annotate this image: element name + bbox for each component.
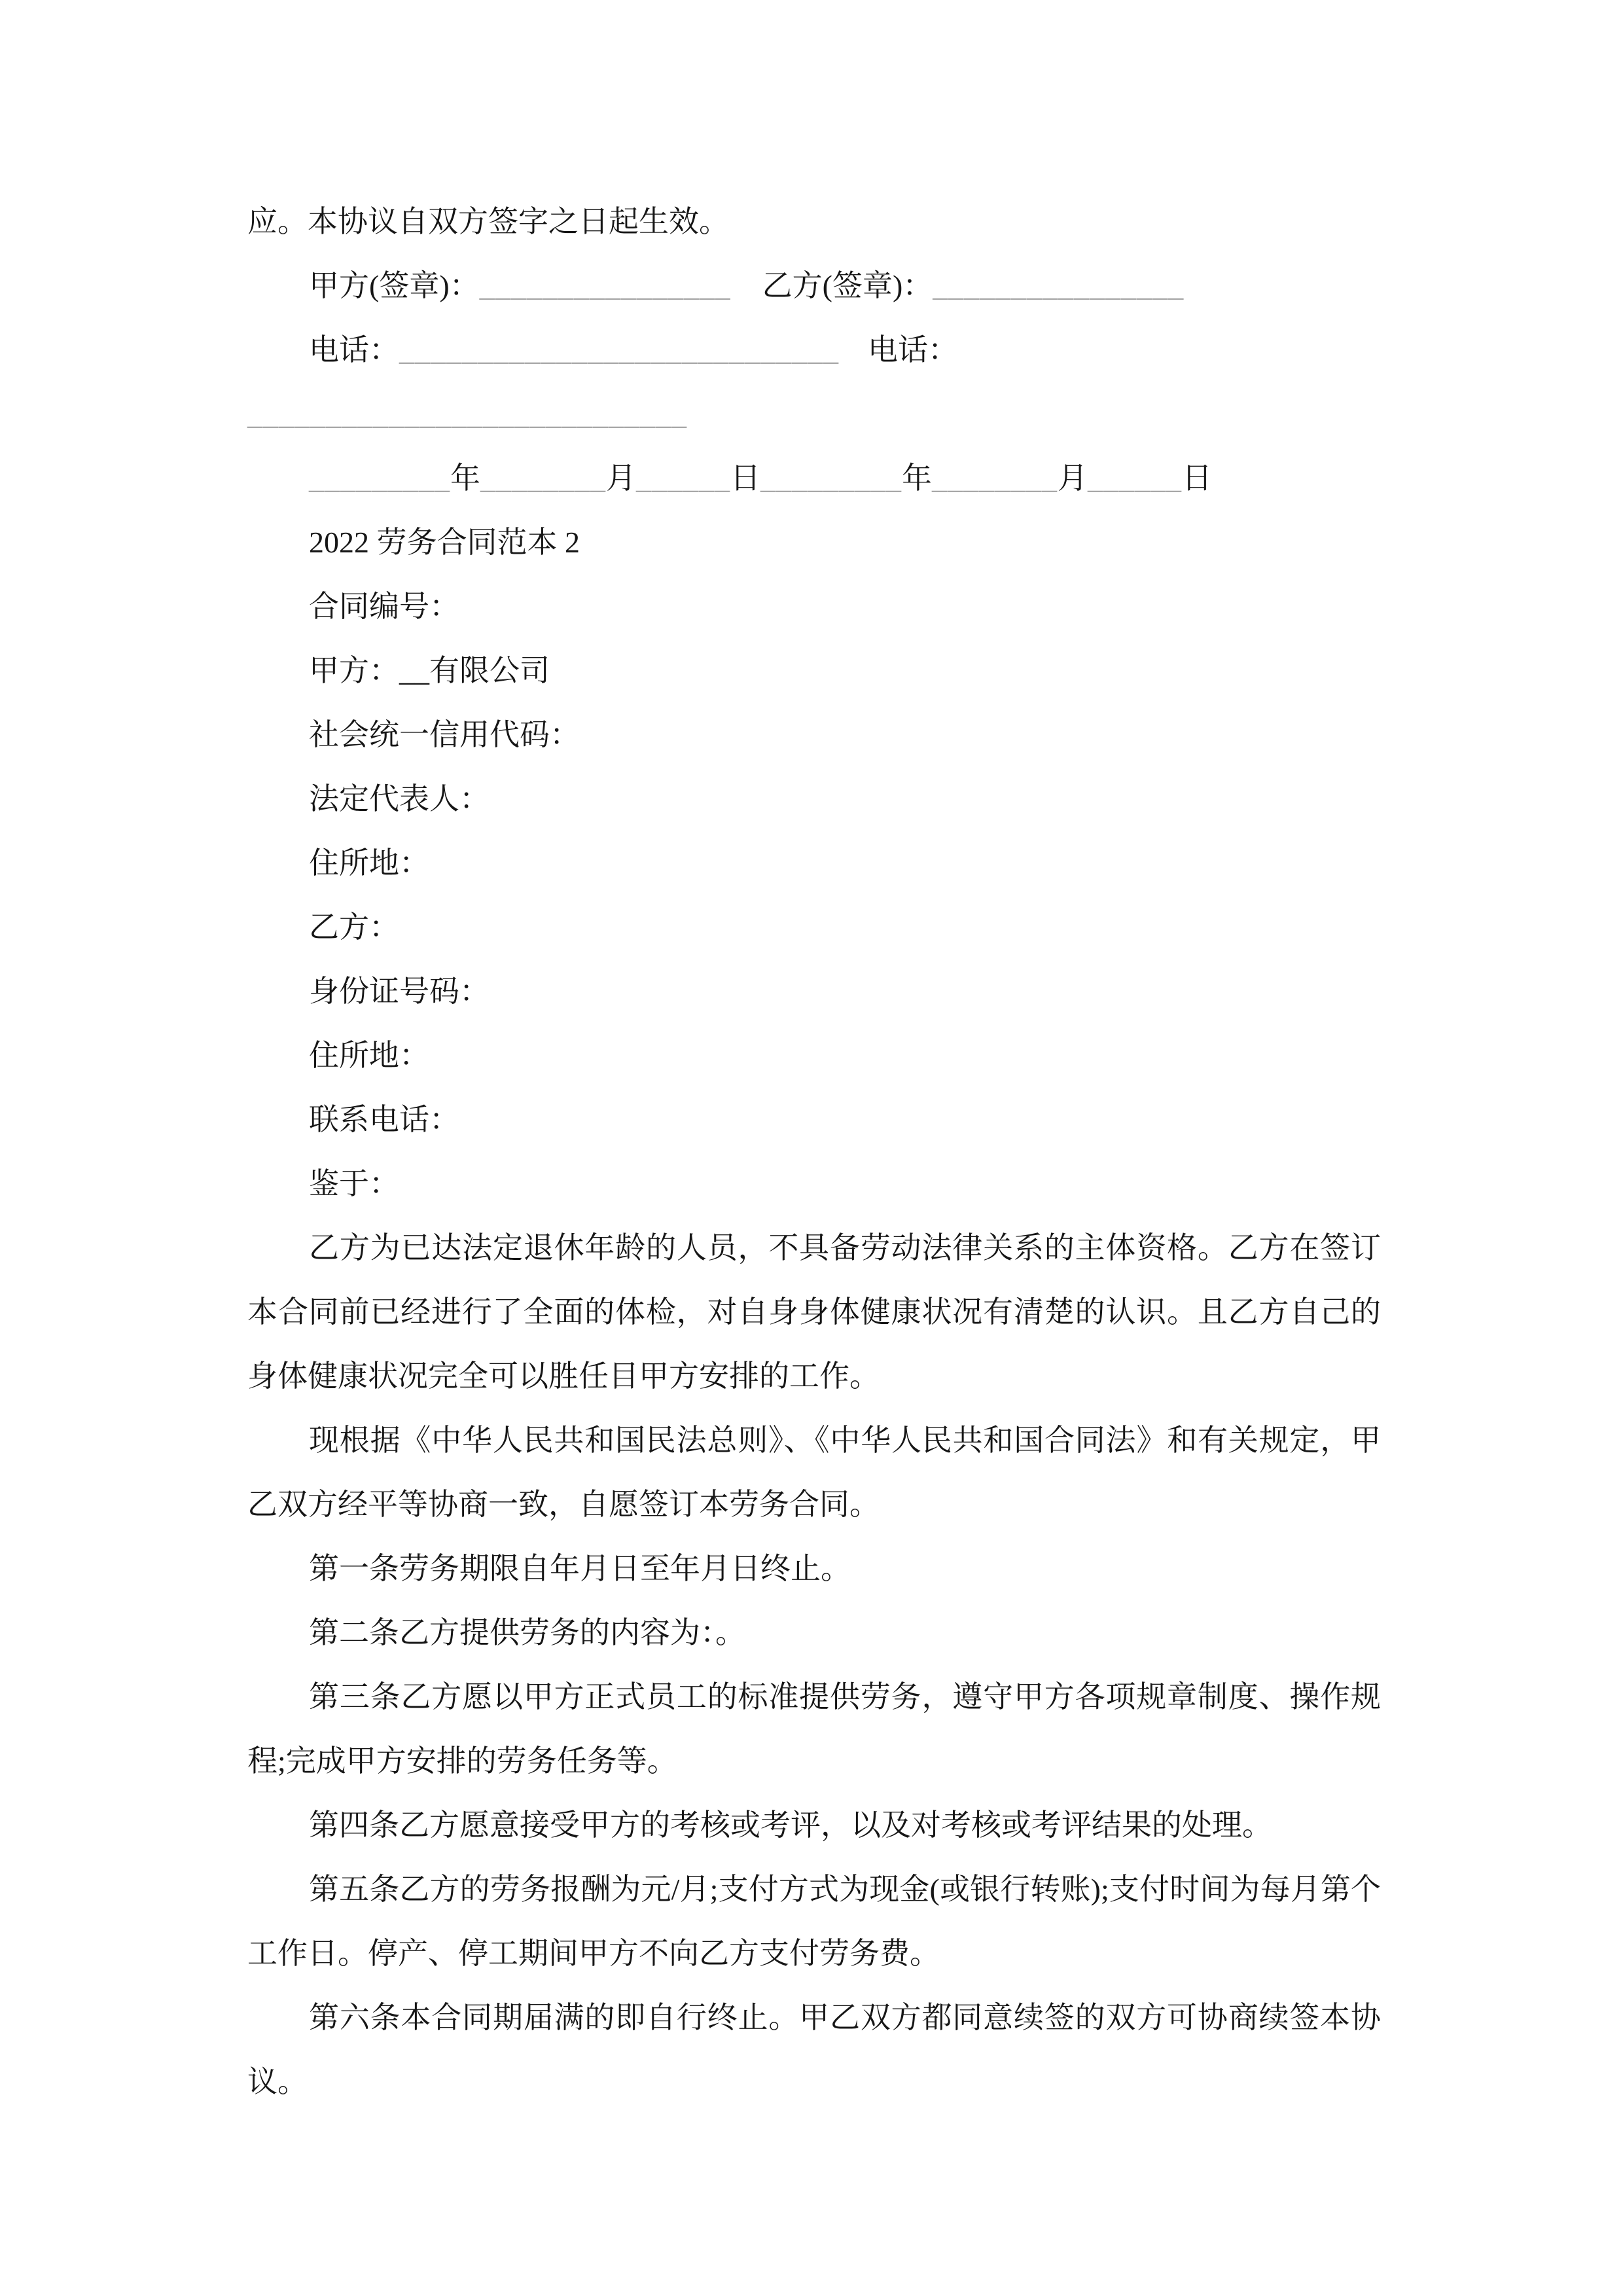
date-day-blank-b: ______ [1088, 461, 1182, 495]
date-row [247, 446, 1381, 511]
date-year-label-a: 年 [450, 461, 480, 495]
signature-row [247, 254, 1381, 318]
party-b-signature-label: 乙方(签章)： [762, 269, 933, 302]
date-month-label-b: 月 [1058, 461, 1088, 495]
party-b-phone-label: 电话： [868, 333, 958, 367]
paragraph-clause-4: 第四条乙方愿意接受甲方的考核或考评，以及对考核或考评结果的处理。 [309, 1808, 1272, 1842]
field-contract-number: 合同编号： [309, 590, 459, 623]
paragraph-clause-2: 第二条乙方提供劳务的内容为：。 [309, 1616, 745, 1649]
party-a-phone-label: 电话： [309, 333, 399, 367]
field-party-a: 甲方：__有限公司 [309, 654, 550, 687]
party-a-signature-label: 甲方(签章)： [309, 269, 480, 302]
party-b-signature-blank: ________________ [933, 269, 1185, 302]
paragraph-preamble-2: 现根据《中华人民共和国民法总则》、《中华人民共和国合同法》和有关规定，甲乙双方经平等协商一致，自愿签订本劳务合同。 [247, 1424, 1381, 1521]
party-a-signature-blank: ________________ [479, 269, 731, 302]
date-day-label-a: 日 [730, 461, 760, 495]
paragraph-continuation: 应。本协议自双方签字之日起生效。 [247, 205, 729, 238]
field-contact-phone: 联系电话： [309, 1103, 459, 1136]
field-credit-code: 社会统一信用代码： [309, 718, 580, 751]
paragraph-preamble-1: 乙方为已达法定退休年龄的人员，不具备劳动法律关系的主体资格。乙方在签订本合同前已经进行了全面的体检，对自身身体健康状况有清楚的认识。且乙方自己的身体健康状况完全可以胜任目甲方安排的工作。 [247, 1231, 1381, 1393]
party-a-phone-blank: ____________________________ [399, 333, 839, 367]
field-legal-representative: 法定代表人： [309, 782, 490, 816]
paragraph-clause-3: 第三条乙方愿以甲方正式员工的标准提供劳务，遵守甲方各项规章制度、操作规程;完成甲方安排的劳务任务等。 [247, 1680, 1381, 1778]
field-id-number: 身份证号码： [309, 975, 490, 1008]
date-day-label-b: 日 [1182, 461, 1212, 495]
field-whereas: 鉴于： [309, 1167, 399, 1200]
paragraph-clause-5: 第五条乙方的劳务报酬为元/月;支付方式为现金(或银行转账);支付时间为每月第个工作日。停产、停工期间甲方不向乙方支付劳务费。 [247, 1873, 1381, 1970]
paragraph-clause-1: 第一条劳务期限自年月日至年月日终止。 [309, 1552, 851, 1585]
field-address-a: 住所地： [309, 846, 429, 880]
paragraph-clause-6: 第六条本合同期届满的即自行终止。甲乙双方都同意续签的双方可协商续签本协议。 [247, 2001, 1381, 2098]
field-address-b: 住所地： [309, 1039, 429, 1072]
date-month-blank-a: ________ [480, 461, 606, 495]
party-b-phone-blank: ____________________________ [247, 397, 687, 431]
date-day-blank-a: ______ [636, 461, 730, 495]
date-year-blank-a: _________ [309, 461, 450, 495]
section-title: 2022 劳务合同范本 2 [309, 526, 580, 559]
phone-row [247, 318, 1381, 446]
date-year-label-b: 年 [902, 461, 932, 495]
field-party-b: 乙方： [309, 910, 399, 944]
date-month-label-a: 月 [606, 461, 636, 495]
date-year-blank-b: _________ [760, 461, 902, 495]
date-month-blank-b: ________ [932, 461, 1058, 495]
